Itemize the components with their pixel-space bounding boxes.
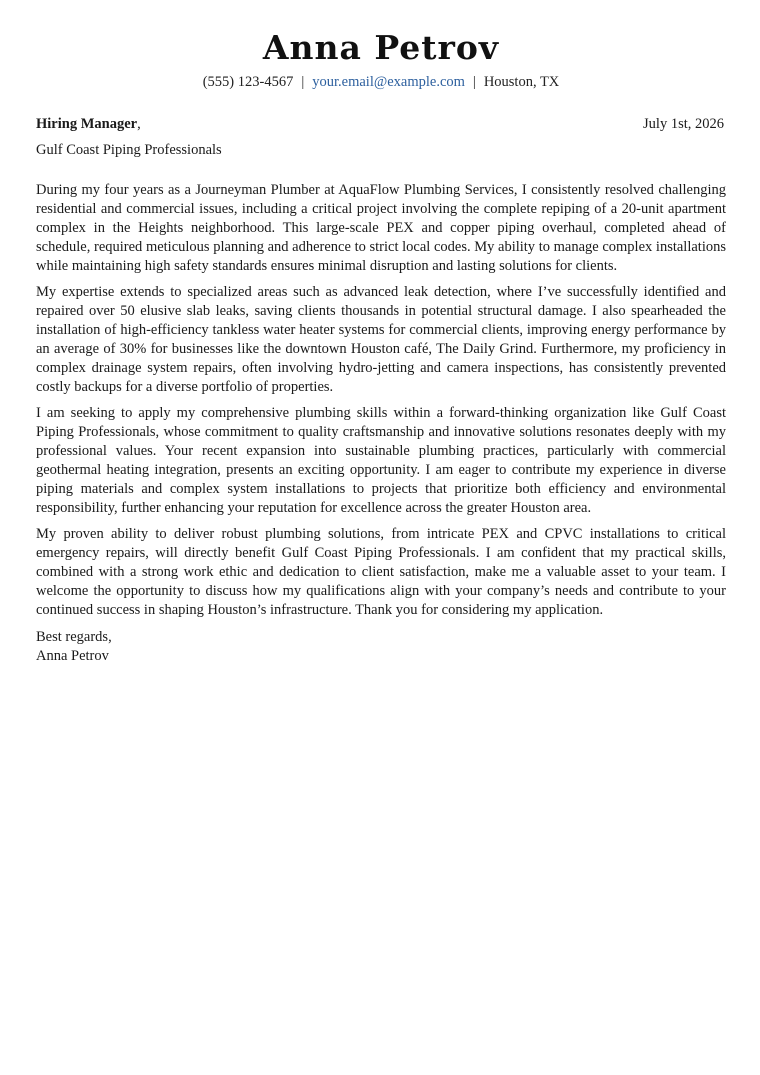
applicant-name: Anna Petrov: [262, 28, 500, 67]
closing-signature: Anna Petrov: [36, 648, 109, 664]
body-paragraph: My expertise extends to specialized areas such as advanced leak detection, where I’ve successfully identified and repaired over 50 elusive slab leaks, saving clients thousands in potential structural damage. I also spearheaded the installation of high-efficiency tankless water heater systems for commercial clients, improving energy performance by an average of 30% for businesses like the downtown Houston café, The Daily Grind. Furthermore, my proficiency in complex drainage system repairs, often involving hydro-jetting and camera inspections, has consistently prevented costly backups for a diverse portfolio of properties.: [36, 284, 726, 395]
contact-line: [36, 72, 726, 92]
closing-salutation: Best regards,: [36, 629, 112, 645]
body-paragraph: I am seeking to apply my comprehensive plumbing skills within a forward-thinking organization like Gulf Coast Piping Professionals, whose commitment to quality craftsmanship and innovative solutions resonates deeply with my professional values. Your recent expansion into sustainable plumbing practices, particularly with commercial geothermal heating integration, presents an exciting opportunity. I am eager to contribute my experience in diverse piping materials and complex system installations to projects that prioritize both efficiency and environmental responsibility, further enhancing your reputation for excellence across the greater Houston area.: [36, 405, 726, 516]
recipient-company: Gulf Coast Piping Professionals: [36, 142, 222, 158]
location: Houston, TX: [483, 74, 560, 90]
contact-separator: |: [301, 74, 305, 90]
letter-body: [36, 181, 726, 666]
recipient-name: Hiring Manager: [36, 116, 138, 132]
closing: [36, 628, 726, 666]
letter-date: July 1st, 2026: [643, 116, 724, 132]
contact-separator: |: [472, 74, 476, 90]
body-paragraph: My proven ability to deliver robust plumbing solutions, from intricate PEX and CPVC installations to critical emergency repairs, will directly benefit Gulf Coast Piping Professionals. I am confident that my practical skills, combined with a strong work ethic and dedication to client satisfaction, make me a valuable asset to your team. I welcome the opportunity to discuss how my qualifications align with your company’s needs and contribute to your continued success in shaping Houston’s infrastructure. Thank you for considering my application.: [36, 526, 726, 618]
phone-number: (555) 123-4567: [202, 74, 294, 90]
recipient-row: [36, 114, 726, 134]
email-link[interactable]: your.email@example.com: [312, 74, 465, 90]
body-paragraph: During my four years as a Journeyman Plumber at AquaFlow Plumbing Services, I consistently resolved challenging residential and commercial issues, including a critical project involving the complete repiping of a 20-unit apartment complex in the Heights neighborhood. This large-scale PEX and copper piping overhaul, completed ahead of schedule, required meticulous planning and adherence to strict local codes. My ability to manage complex installations while maintaining high safety standards ensures minimal disruption and lasting solutions for clients.: [36, 182, 726, 274]
recipient-name-suffix: ,: [137, 116, 141, 132]
